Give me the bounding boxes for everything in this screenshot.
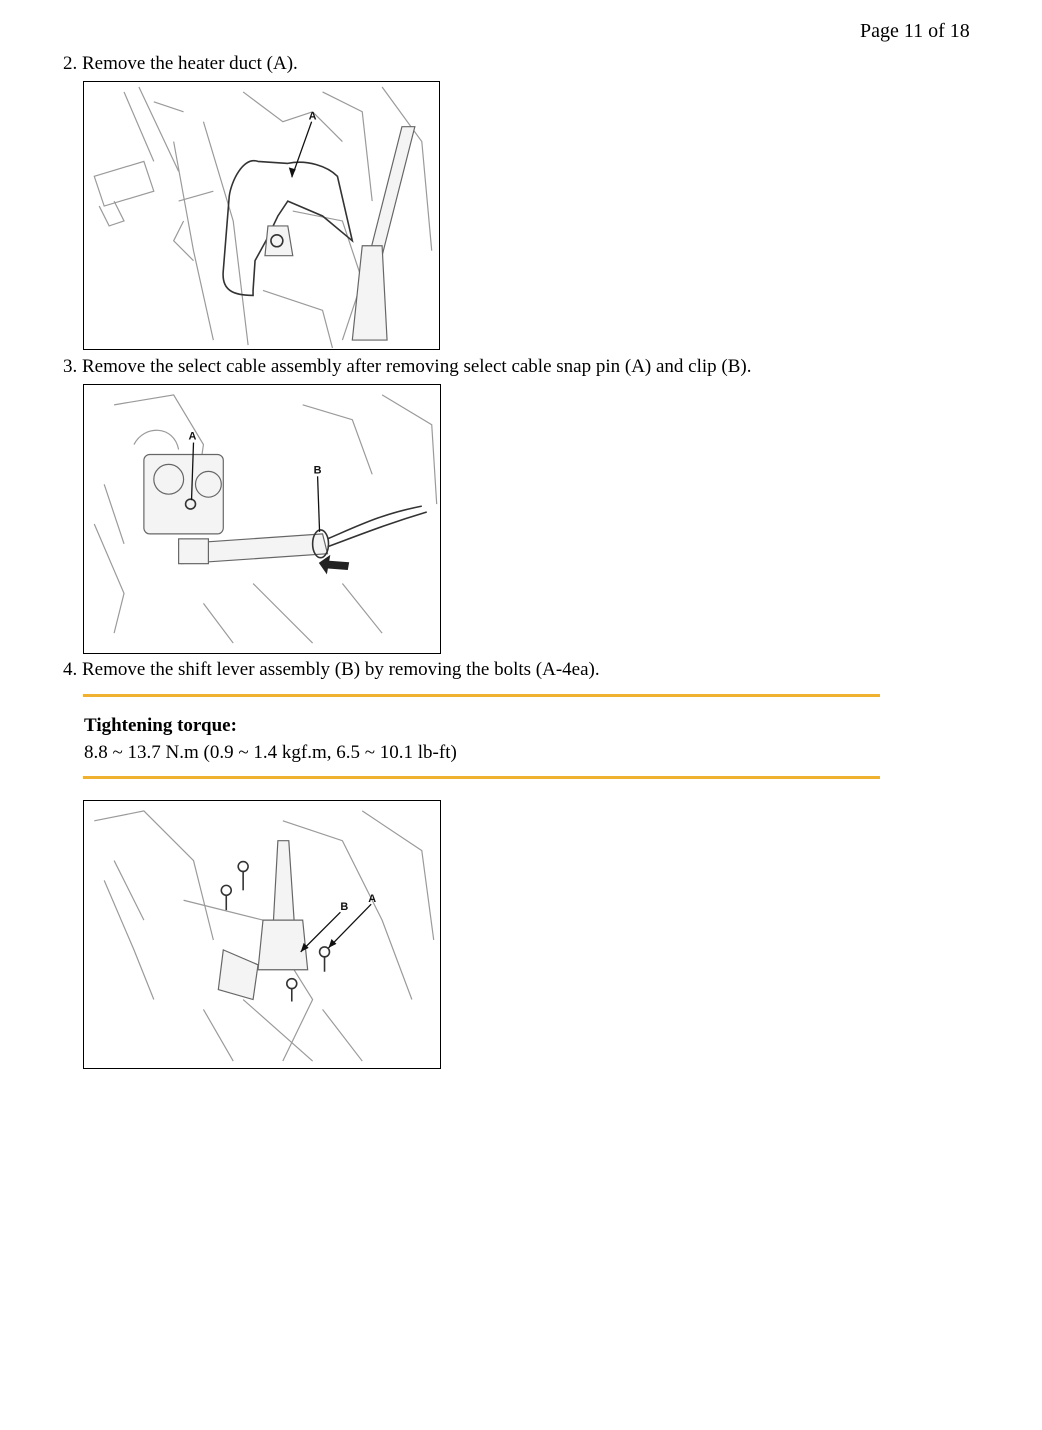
heater-duct-illustration bbox=[84, 82, 439, 349]
figure-heater-duct bbox=[83, 81, 440, 350]
callout-a: A bbox=[368, 893, 377, 906]
note-value: 8.8 ~ 13.7 N.m (0.9 ~ 1.4 kgf.m, 6.5 ~ 10.1 lb-ft) bbox=[84, 742, 457, 763]
callout-b: B bbox=[340, 901, 349, 914]
note-title: Tightening torque: bbox=[84, 715, 237, 736]
callout-a: A bbox=[308, 110, 317, 123]
callout-a: A bbox=[188, 430, 197, 443]
select-cable-illustration bbox=[84, 385, 440, 653]
note-bottom-rule bbox=[83, 776, 880, 779]
step-3-text: 3. Remove the select cable assembly after removing select cable snap pin (A) and clip (B). bbox=[63, 356, 752, 377]
shift-lever-illustration bbox=[84, 801, 440, 1068]
step-4-text: 4. Remove the shift lever assembly (B) by removing the bolts (A-4ea). bbox=[63, 659, 600, 680]
figure-select-cable bbox=[83, 384, 441, 654]
step-2-text: 2. Remove the heater duct (A). bbox=[63, 53, 298, 74]
callout-b: B bbox=[313, 464, 322, 477]
figure-shift-lever bbox=[83, 800, 441, 1069]
page-number: Page 11 of 18 bbox=[860, 20, 970, 42]
note-top-rule bbox=[83, 694, 880, 697]
